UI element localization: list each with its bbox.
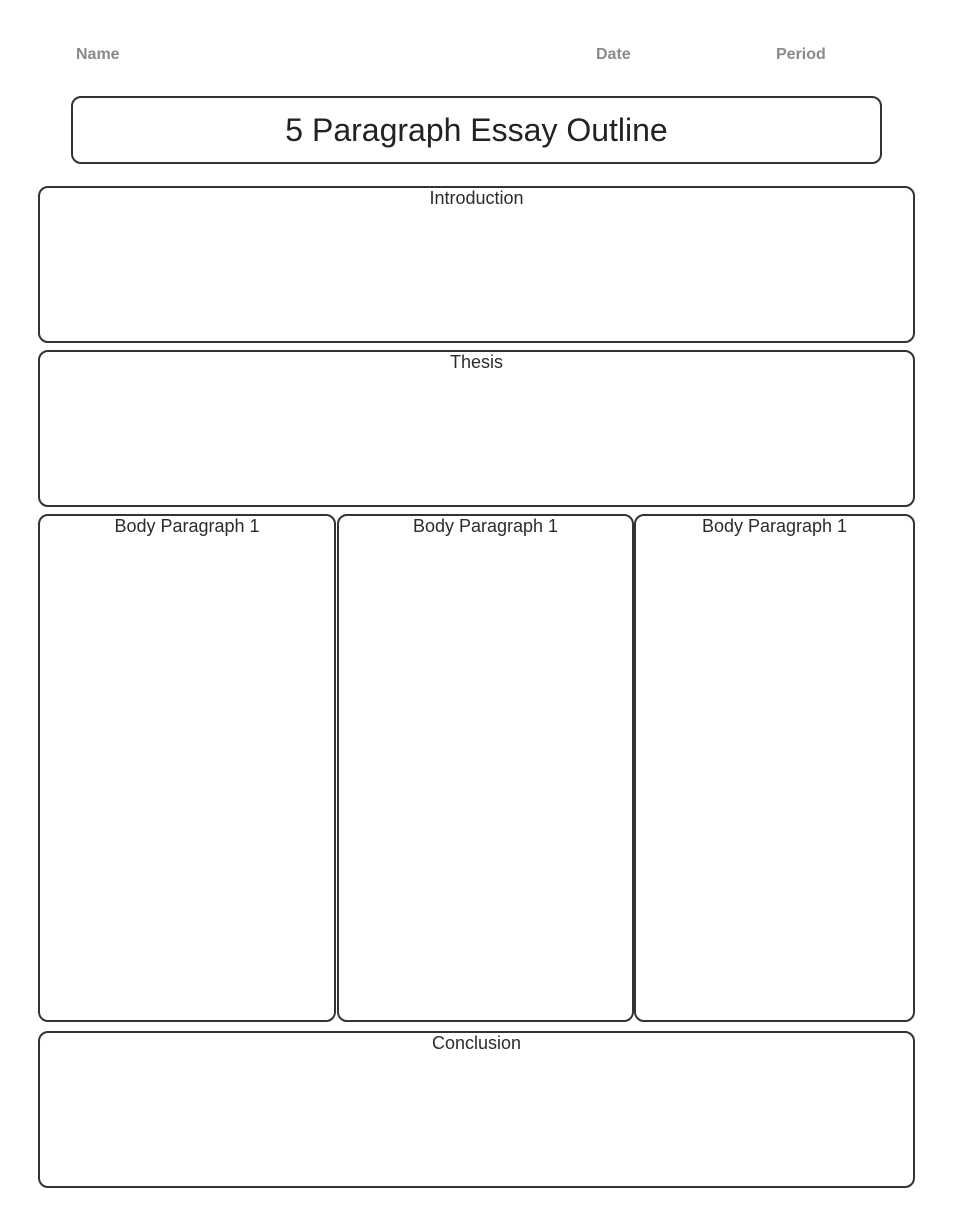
introduction-label: Introduction (429, 188, 524, 208)
body-paragraph-3-label: Body Paragraph 1 (701, 516, 848, 536)
thesis-label: Thesis (449, 352, 503, 372)
title-box (71, 96, 882, 164)
name-label: Name (76, 46, 120, 63)
page-title: 5 Paragraph Essay Outline (285, 112, 668, 148)
conclusion-label: Conclusion (431, 1033, 522, 1053)
body-paragraph-2-box[interactable] (337, 514, 634, 1022)
body-paragraph-1-box[interactable] (38, 514, 336, 1022)
introduction-box[interactable] (38, 186, 915, 343)
period-label: Period (776, 46, 826, 63)
conclusion-box[interactable] (38, 1031, 915, 1188)
body-paragraph-3-box[interactable] (634, 514, 915, 1022)
thesis-box[interactable] (38, 350, 915, 507)
body-paragraph-2-label: Body Paragraph 1 (412, 516, 559, 536)
date-label: Date (596, 46, 631, 63)
body-paragraph-1-label: Body Paragraph 1 (114, 516, 260, 536)
